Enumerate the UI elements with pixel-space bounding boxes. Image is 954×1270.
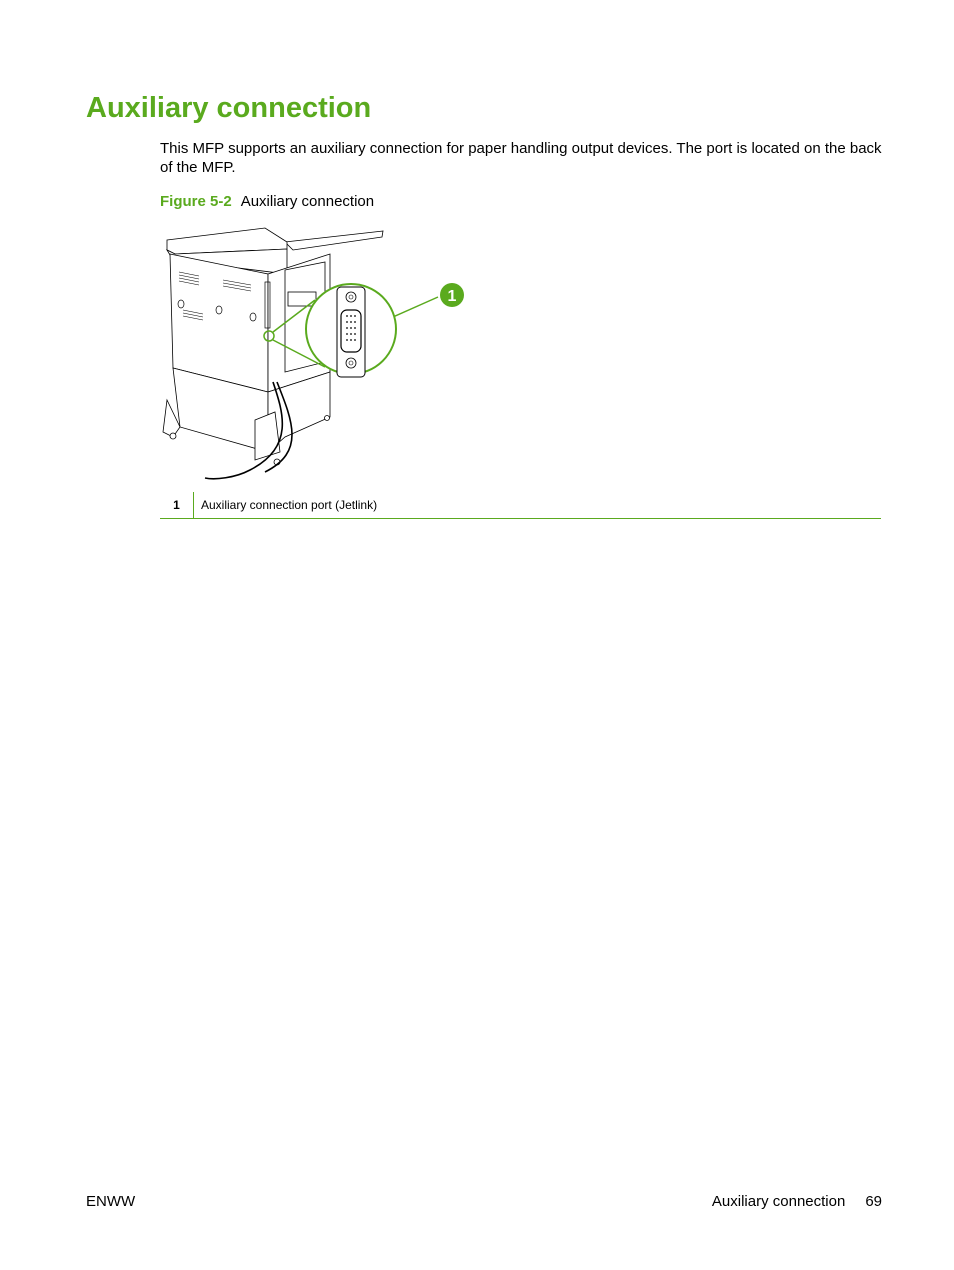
page-number: 69 [865, 1193, 882, 1210]
figure-title: Auxiliary connection [240, 193, 375, 210]
footer-left: ENWW [86, 1193, 136, 1210]
table-row [160, 492, 881, 519]
callout-table [160, 492, 881, 519]
callout-description: Auxiliary connection port (Jetlink) [194, 492, 882, 519]
callout-badge-label: 1 [447, 288, 457, 305]
intro-paragraph: This MFP supports an auxiliary connection for paper handling output devices. The port is located on the back of the MFP. [160, 140, 882, 176]
footer-section: Auxiliary connection [711, 1193, 846, 1210]
figure-caption [160, 193, 374, 210]
side-slot [288, 292, 316, 306]
figure-number: Figure 5-2 [160, 193, 232, 210]
footer-right [712, 1193, 882, 1210]
callout-number: 1 [160, 492, 194, 519]
output-tray [285, 231, 383, 250]
mfp-back-illustration [155, 222, 475, 484]
page-title: Auxiliary connection [86, 92, 372, 124]
